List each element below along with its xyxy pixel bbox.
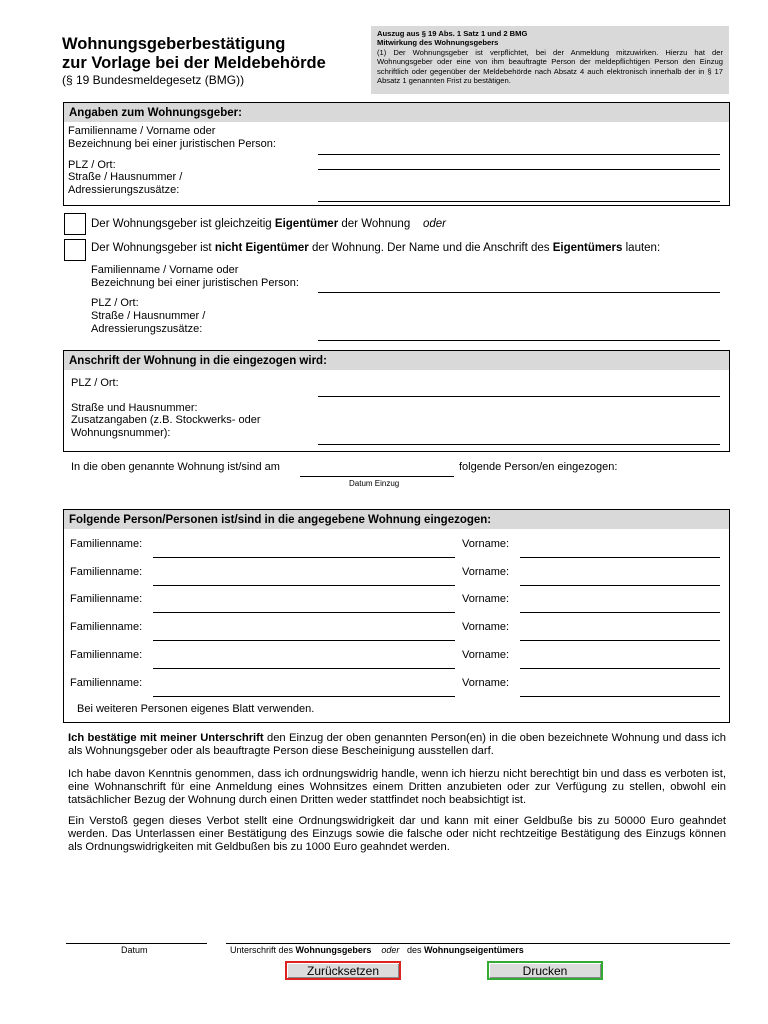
landlord-name-label: Familienname / Vorname oder Bezeichnung bei einer juristischen Person: <box>68 125 276 150</box>
firstname-label: Vorname: <box>462 593 510 605</box>
movein-date-field[interactable] <box>300 476 454 477</box>
signature-date-field[interactable] <box>66 943 207 944</box>
surname-label: Familienname: <box>70 593 143 605</box>
form-title-line1: Wohnungsgeberbestätigung <box>62 35 286 53</box>
not-owner-option-text: Der Wohnungsgeber ist nicht Eigentümer der Wohnung. Der Name und die Anschrift des Eigentümers lauten: <box>91 242 661 254</box>
surname-field[interactable] <box>153 640 455 641</box>
movein-post-text: folgende Person/en eingezogen: <box>459 461 618 473</box>
address-street-label: Straße und Hausnummer: <box>71 402 198 414</box>
declaration-paragraph-3: Ein Verstoß gegen dieses Verbot stellt eine Ordnungswidrigkeit dar und kann mit einer Geldbuße bis zu 50000 Euro geahndet werden. Das Unterlassen einer Bestätigung des Einzugs sowie die falsche oder nicht rechtzeitige Bestätigung des Einzugs können als Ordnungswidrigkeiten mit Geldbußen bis zu 1000 Euro geahndet werden. <box>68 815 726 853</box>
surname-label: Familienname: <box>70 621 143 633</box>
signature-label: Unterschrift des Wohnungsgebers oder des Wohnungseigentümers <box>230 945 524 955</box>
address-plz-label: PLZ / Ort: <box>71 377 119 389</box>
persons-note: Bei weiteren Personen eigenes Blatt verwenden. <box>77 703 315 715</box>
declaration-paragraph-2: Ich habe davon Kenntnis genommen, dass ich ordnungswidrig handle, wenn ich hierzu nicht berechtigt bin und dass es verboten ist, eine Wohnanschrift für eine Anmeldung eines Wohnsitzes einem Dritten anzubieten oder zur Verfügung zu stellen, obwohl ein tatsächlicher Bezug der Wohnung durch einen Dritten weder stattfindet noch beabsichtigt ist. <box>68 768 726 806</box>
owner-street-label: Straße / Hausnummer / Adressierungszusätze: <box>91 310 206 335</box>
owner-address-field[interactable] <box>318 340 720 341</box>
landlord-plz-label: PLZ / Ort: <box>68 159 116 171</box>
owner-name-field[interactable] <box>318 292 720 293</box>
firstname-field[interactable] <box>520 612 720 613</box>
surname-label: Familienname: <box>70 566 143 578</box>
law-excerpt-box <box>371 26 729 94</box>
surname-label: Familienname: <box>70 677 143 689</box>
signature-date-label: Datum <box>121 945 148 955</box>
landlord-name-field[interactable] <box>318 154 720 155</box>
firstname-label: Vorname: <box>462 538 510 550</box>
persons-section <box>63 509 730 723</box>
law-excerpt-text: (1) Der Wohnungsgeber ist verpflichtet, bei der Anmeldung mitzuwirken. Hierzu hat der Wohnungsgeber oder eine von ihm beauftragte Person der meldepflichtigen Person den Einzug schriftlich oder gegenüber der Meldebehörde nach Absatz 4 auch elektronisch innerhalb der in § 17 Absatz 1 genannten Frist zu bestätigen. <box>377 47 723 86</box>
surname-field[interactable] <box>153 557 455 558</box>
surname-label: Familienname: <box>70 649 143 661</box>
owner-name-label: Familienname / Vorname oder Bezeichnung bei einer juristischen Person: <box>91 264 299 289</box>
landlord-section-heading: Angaben zum Wohnungsgeber: <box>64 103 729 122</box>
print-button[interactable]: Drucken <box>487 961 603 980</box>
signature-field[interactable] <box>226 943 730 944</box>
firstname-field[interactable] <box>520 585 720 586</box>
owner-option-text: Der Wohnungsgeber ist gleichzeitig Eigentümer der Wohnung oder <box>91 218 447 230</box>
surname-field[interactable] <box>153 585 455 586</box>
surname-field[interactable] <box>153 696 455 697</box>
movein-pre-text: In die oben genannte Wohnung ist/sind am <box>71 461 280 473</box>
movein-date-caption: Datum Einzug <box>349 479 400 488</box>
address-extra-label: Zusatzangaben (z.B. Stockwerks- oder Wohnungsnummer): <box>71 414 261 439</box>
law-excerpt-subheading: Mitwirkung des Wohnungsgebers <box>377 38 499 48</box>
address-street-field[interactable] <box>318 444 720 445</box>
not-owner-checkbox[interactable] <box>64 239 86 261</box>
surname-label: Familienname: <box>70 538 143 550</box>
firstname-field[interactable] <box>520 557 720 558</box>
address-plz-field[interactable] <box>318 396 720 397</box>
surname-field[interactable] <box>153 668 455 669</box>
firstname-label: Vorname: <box>462 566 510 578</box>
owner-checkbox[interactable] <box>64 213 86 235</box>
persons-section-heading: Folgende Person/Personen ist/sind in die angegebene Wohnung eingezogen: <box>64 510 729 529</box>
form-title-line2: zur Vorlage bei der Meldebehörde <box>62 54 326 72</box>
firstname-label: Vorname: <box>462 677 510 689</box>
landlord-plz-field[interactable] <box>318 169 720 170</box>
reset-button[interactable]: Zurücksetzen <box>285 961 401 980</box>
firstname-field[interactable] <box>520 640 720 641</box>
landlord-street-label: Straße / Hausnummer / Adressierungszusätze: <box>68 171 183 196</box>
form-subtitle: (§ 19 Bundesmeldegesetz (BMG)) <box>62 73 245 87</box>
firstname-field[interactable] <box>520 668 720 669</box>
declaration-paragraph-1: Ich bestätige mit meiner Unterschrift den Einzug der oben genannten Person(en) in die oben bezeichnete Wohnung und dass ich als Wohnungsgeber oder als beauftragte Person diese Bescheinigung ausstellen darf. <box>68 732 726 757</box>
address-section-heading: Anschrift der Wohnung in die eingezogen wird: <box>64 351 729 370</box>
law-excerpt-heading: Auszug aus § 19 Abs. 1 Satz 1 und 2 BMG <box>377 29 528 38</box>
firstname-label: Vorname: <box>462 649 510 661</box>
surname-field[interactable] <box>153 612 455 613</box>
owner-plz-label: PLZ / Ort: <box>91 297 139 309</box>
landlord-street-field[interactable] <box>318 201 720 202</box>
form-title <box>62 35 326 73</box>
firstname-field[interactable] <box>520 696 720 697</box>
firstname-label: Vorname: <box>462 621 510 633</box>
